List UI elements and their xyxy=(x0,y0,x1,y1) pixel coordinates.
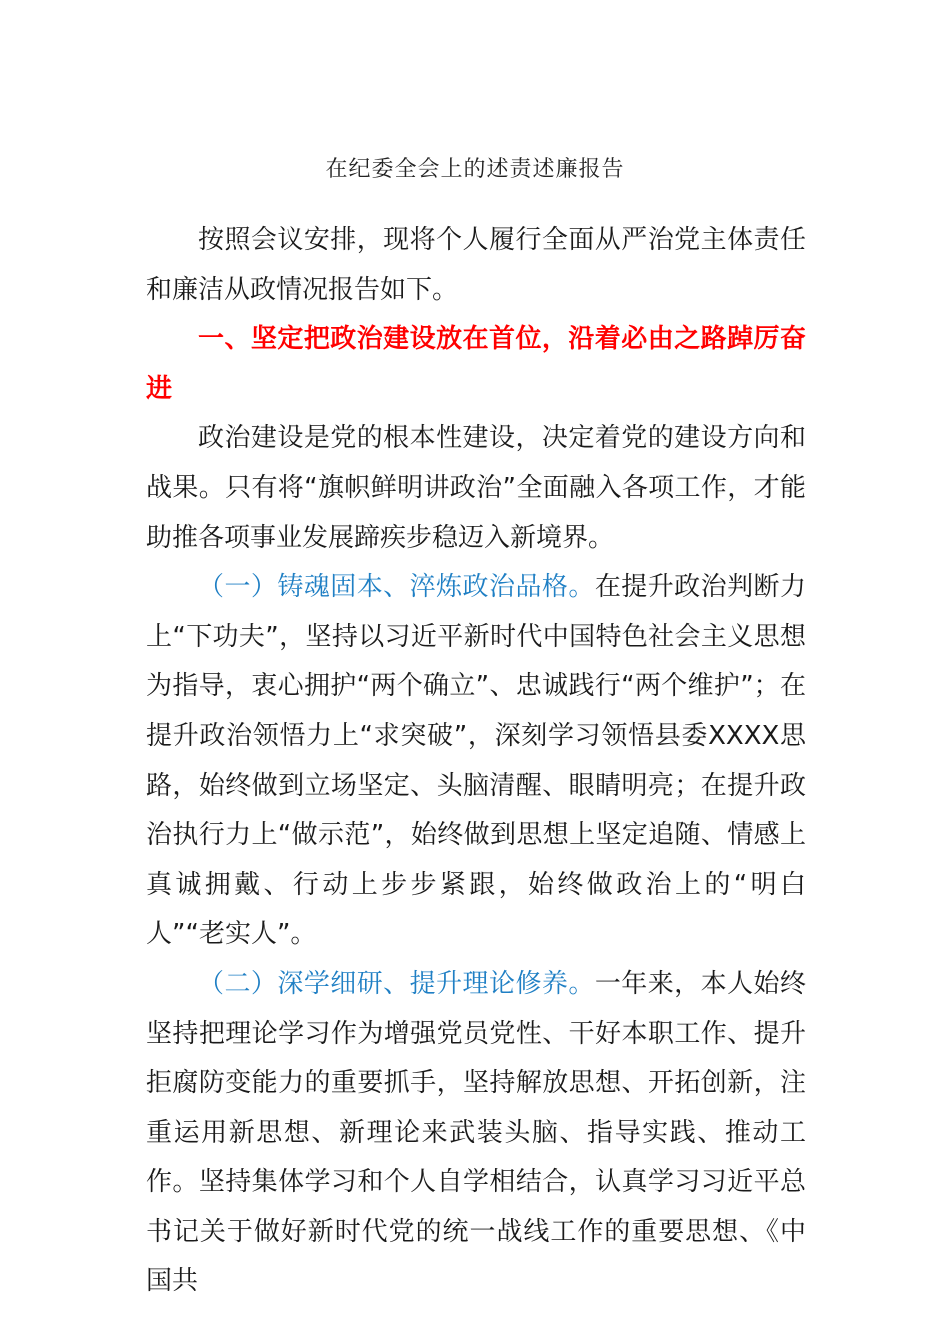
item-paragraph xyxy=(146,960,806,1307)
section-lead-paragraph: 政治建设是党的根本性建设，决定着党的建设方向和战果。只有将“旗帜鲜明讲政治”全面融入各项工作，才能助推各项事业发展蹄疾步稳迈入新境界。 xyxy=(146,423,806,553)
document-title: 在纪委全会上的述责述廉报告 xyxy=(325,157,625,182)
intro-paragraph: 按照会议安排，现将个人履行全面从严治党主体责任和廉洁从政情况报告如下。 xyxy=(146,225,806,305)
item-paragraph xyxy=(146,563,806,960)
section-heading: 一、坚定把政治建设放在首位，沿着必由之路踔厉奋进 xyxy=(146,324,806,404)
item-text: 在提升政治判断力上“下功夫”，坚持以习近平新时代中国特色社会主义思想为指导，衷心拥护“两个确立”、忠诚践行“两个维护”；在提升政治领悟力上“求突破”，深刻学习领悟县委XXXX思路，始终做到立场坚定、头脑清醒、眼睛明亮；在提升政治执行力上“做示范”，始终做到思想上坚定追随、情感上真诚拥戴、行动上步步紧跟，始终做政治上的“明白人”“老实人”。 xyxy=(146,572,806,950)
item-heading: （一）铸魂固本、淬炼政治品格。 xyxy=(198,572,595,603)
item-heading: （二）深学细研、提升理论修养。 xyxy=(198,968,595,999)
item-text: 一年来，本人始终坚持把理论学习作为增强党员党性、干好本职工作、提升拒腐防变能力的重要抓手，坚持解放思想、开拓创新，注重运用新思想、新理论来武装头脑、指导实践、推动工作。坚持集体学习和个人自学相结合，认真学习习近平总书记关于做好新时代党的统一战线工作的重要思想、《中国共 xyxy=(146,968,806,1297)
document-body xyxy=(146,216,806,1307)
